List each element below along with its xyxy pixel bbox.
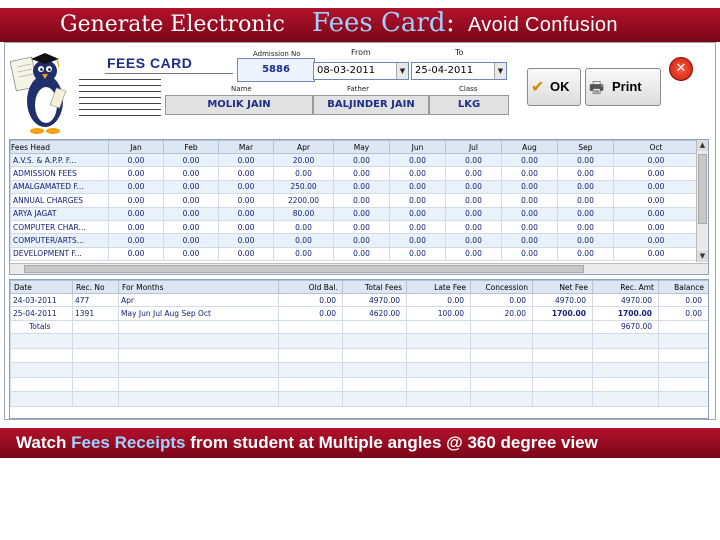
fees-head-cell: A.V.S. & A.P.P. F... <box>11 154 109 167</box>
scroll-thumb[interactable] <box>698 154 707 224</box>
amount-cell: 0.00 <box>558 220 614 233</box>
amount-cell: 0.00 <box>614 167 699 180</box>
from-date-select[interactable] <box>313 62 409 80</box>
amount-cell: 0.00 <box>164 220 219 233</box>
class-field: LKG <box>429 95 509 115</box>
table-row[interactable] <box>11 154 699 167</box>
blank-lines <box>79 79 161 121</box>
amount-cell: 0.00 <box>334 234 390 247</box>
from-label: From <box>351 48 371 57</box>
amount-cell: 0.00 <box>164 194 219 207</box>
table-row[interactable] <box>11 294 709 307</box>
amount-cell: 0.00 <box>390 194 446 207</box>
empty-cell <box>11 377 73 392</box>
table-row[interactable] <box>11 194 699 207</box>
empty-cell <box>407 377 471 392</box>
column-header[interactable]: For Months <box>119 281 279 294</box>
column-header[interactable]: Rec. No <box>73 281 119 294</box>
column-header[interactable]: Mar <box>219 141 274 154</box>
totals-row <box>11 320 709 333</box>
amount-cell: 0.00 <box>109 180 164 193</box>
amount-cell: 0.00 <box>334 220 390 233</box>
name-label: Name <box>231 85 252 93</box>
amount-cell: 0.00 <box>390 180 446 193</box>
amount-cell: 0.00 <box>558 167 614 180</box>
fees-heads-header-row <box>11 141 699 154</box>
column-header[interactable]: Old Bal. <box>279 281 343 294</box>
amount-cell: 0.00 <box>164 247 219 260</box>
footer-part-2: Fees Receipts <box>71 433 186 452</box>
receipt-cell: 100.00 <box>407 307 471 320</box>
close-button[interactable]: ✕ <box>669 57 693 81</box>
empty-cell <box>73 334 119 349</box>
empty-cell <box>343 320 407 333</box>
receipts-header-row <box>11 281 709 294</box>
receipt-cell: Apr <box>119 294 279 307</box>
empty-cell <box>11 363 73 378</box>
chevron-down-icon[interactable]: ▼ <box>396 63 408 79</box>
footer-part-3: from student at Multiple angles @ 360 degree view <box>190 433 598 452</box>
amount-cell: 0.00 <box>390 154 446 167</box>
empty-cell <box>11 392 73 407</box>
column-header[interactable]: Date <box>11 281 73 294</box>
amount-cell: 0.00 <box>446 247 502 260</box>
column-header[interactable]: Late Fee <box>407 281 471 294</box>
footer-banner <box>0 428 720 458</box>
empty-row <box>11 377 709 392</box>
empty-row <box>11 334 709 349</box>
receipt-cell: 4620.00 <box>343 307 407 320</box>
empty-cell <box>659 377 709 392</box>
to-date-select[interactable] <box>411 62 507 80</box>
fees-head-cell: AMALGAMATED F... <box>11 180 109 193</box>
footer-part-1: Watch <box>16 433 67 452</box>
amount-cell: 0.00 <box>558 154 614 167</box>
amount-cell: 20.00 <box>274 154 334 167</box>
amount-cell: 0.00 <box>334 154 390 167</box>
amount-cell: 0.00 <box>334 207 390 220</box>
empty-row <box>11 392 709 407</box>
table-row[interactable] <box>11 234 699 247</box>
class-label: Class <box>459 85 478 93</box>
amount-cell: 0.00 <box>446 167 502 180</box>
column-header[interactable]: Balance <box>659 281 709 294</box>
receipt-cell: May Jun Jul Aug Sep Oct <box>119 307 279 320</box>
amount-cell: 0.00 <box>334 167 390 180</box>
amount-cell: 0.00 <box>446 207 502 220</box>
column-header[interactable]: Total Fees <box>343 281 407 294</box>
empty-cell <box>593 363 659 378</box>
amount-cell: 0.00 <box>109 194 164 207</box>
fees-card-window <box>4 42 716 420</box>
receipt-cell: 477 <box>73 294 119 307</box>
amount-cell: 0.00 <box>219 167 274 180</box>
amount-cell: 0.00 <box>502 180 558 193</box>
amount-cell: 250.00 <box>274 180 334 193</box>
empty-cell <box>73 320 119 333</box>
amount-cell: 0.00 <box>502 194 558 207</box>
printer-icon: 🖶 <box>589 80 605 97</box>
empty-row <box>11 348 709 363</box>
amount-cell: 0.00 <box>219 220 274 233</box>
column-header[interactable]: Oct <box>614 141 699 154</box>
empty-cell <box>533 320 593 333</box>
empty-cell <box>279 334 343 349</box>
receipt-cell: 4970.00 <box>593 294 659 307</box>
fees-heads-hscroll[interactable] <box>10 263 709 274</box>
scroll-up-icon[interactable]: ▲ <box>697 140 708 151</box>
amount-cell: 0.00 <box>446 154 502 167</box>
amount-cell: 0.00 <box>614 247 699 260</box>
column-header[interactable]: Jan <box>109 141 164 154</box>
amount-cell: 0.00 <box>390 234 446 247</box>
amount-cell: 0.00 <box>502 154 558 167</box>
amount-cell: 0.00 <box>446 194 502 207</box>
empty-cell <box>11 348 73 363</box>
from-date-value: 08-03-2011 <box>317 65 376 76</box>
title-banner <box>0 8 720 42</box>
amount-cell: 0.00 <box>558 194 614 207</box>
column-header[interactable]: Apr <box>274 141 334 154</box>
father-label: Father <box>347 85 370 93</box>
empty-cell <box>471 320 533 333</box>
fees-head-cell: COMPUTER CHAR... <box>11 220 109 233</box>
receipt-cell: 0.00 <box>279 307 343 320</box>
empty-cell <box>407 334 471 349</box>
fees-head-cell: ADMISSION FEES <box>11 167 109 180</box>
amount-cell: 0.00 <box>614 180 699 193</box>
amount-cell: 0.00 <box>274 247 334 260</box>
empty-cell <box>343 392 407 407</box>
empty-cell <box>533 348 593 363</box>
receipt-cell: 24-03-2011 <box>11 294 73 307</box>
column-header[interactable]: Jun <box>390 141 446 154</box>
amount-cell: 0.00 <box>164 167 219 180</box>
empty-cell <box>73 392 119 407</box>
empty-cell <box>279 377 343 392</box>
empty-cell <box>533 363 593 378</box>
fees-head-cell: ARYA JAGAT <box>11 207 109 220</box>
column-header[interactable]: Net Fee <box>533 281 593 294</box>
amount-cell: 0.00 <box>502 247 558 260</box>
print-button[interactable] <box>585 68 661 106</box>
receipt-cell: 1700.00 <box>533 307 593 320</box>
amount-cell: 0.00 <box>334 247 390 260</box>
empty-cell <box>343 363 407 378</box>
empty-cell <box>659 363 709 378</box>
amount-cell: 0.00 <box>274 220 334 233</box>
title-part-2: Fees Card <box>312 8 446 38</box>
empty-cell <box>73 363 119 378</box>
amount-cell: 0.00 <box>109 220 164 233</box>
empty-cell <box>11 334 73 349</box>
empty-cell <box>659 320 709 333</box>
amount-cell: 0.00 <box>558 234 614 247</box>
student-name-field: MOLIK JAIN <box>165 95 313 115</box>
empty-cell <box>119 320 279 333</box>
amount-cell: 0.00 <box>502 207 558 220</box>
empty-cell <box>471 363 533 378</box>
receipt-cell: 4970.00 <box>343 294 407 307</box>
amount-cell: 0.00 <box>614 234 699 247</box>
fees-head-cell: DEVELOPMENT F... <box>11 247 109 260</box>
totals-label: Totals <box>11 320 73 333</box>
amount-cell: 0.00 <box>219 234 274 247</box>
empty-cell <box>593 377 659 392</box>
totals-rec-amt: 9670.00 <box>593 320 659 333</box>
amount-cell: 0.00 <box>274 234 334 247</box>
fees-head-cell: COMPUTER/ARTS... <box>11 234 109 247</box>
empty-cell <box>407 320 471 333</box>
empty-cell <box>593 334 659 349</box>
fees-card-title: FEES CARD <box>107 55 193 71</box>
empty-cell <box>343 348 407 363</box>
empty-cell <box>343 334 407 349</box>
amount-cell: 80.00 <box>274 207 334 220</box>
amount-cell: 0.00 <box>446 234 502 247</box>
amount-cell: 0.00 <box>614 154 699 167</box>
table-row[interactable] <box>11 180 699 193</box>
column-header[interactable]: May <box>334 141 390 154</box>
amount-cell: 0.00 <box>390 220 446 233</box>
amount-cell: 0.00 <box>219 247 274 260</box>
fees-heads-grid <box>9 139 709 275</box>
scroll-thumb[interactable] <box>24 265 584 273</box>
amount-cell: 0.00 <box>502 167 558 180</box>
empty-cell <box>119 377 279 392</box>
ok-button-label: OK <box>550 79 570 94</box>
receipt-cell: 4970.00 <box>533 294 593 307</box>
amount-cell: 0.00 <box>274 167 334 180</box>
empty-cell <box>533 334 593 349</box>
receipt-cell: 0.00 <box>659 307 709 320</box>
column-header[interactable]: Concession <box>471 281 533 294</box>
amount-cell: 0.00 <box>164 154 219 167</box>
amount-cell: 0.00 <box>446 180 502 193</box>
title-underline <box>105 73 233 74</box>
receipt-cell: 0.00 <box>471 294 533 307</box>
amount-cell: 0.00 <box>219 207 274 220</box>
column-header[interactable]: Jul <box>446 141 502 154</box>
empty-cell <box>119 392 279 407</box>
table-row[interactable] <box>11 220 699 233</box>
empty-cell <box>533 392 593 407</box>
receipt-cell: 20.00 <box>471 307 533 320</box>
amount-cell: 0.00 <box>446 220 502 233</box>
column-header[interactable]: Fees Head <box>11 141 109 154</box>
empty-cell <box>659 334 709 349</box>
ok-button[interactable] <box>527 68 581 106</box>
amount-cell: 0.00 <box>109 247 164 260</box>
empty-cell <box>593 348 659 363</box>
amount-cell: 0.00 <box>390 247 446 260</box>
amount-cell: 0.00 <box>109 234 164 247</box>
empty-cell <box>593 392 659 407</box>
amount-cell: 0.00 <box>558 207 614 220</box>
amount-cell: 0.00 <box>164 207 219 220</box>
empty-cell <box>471 392 533 407</box>
penguin-graduate-icon <box>9 45 71 137</box>
receipt-cell: 0.00 <box>659 294 709 307</box>
column-header[interactable]: Sep <box>558 141 614 154</box>
column-header[interactable]: Aug <box>502 141 558 154</box>
admission-no-field[interactable]: 5886 <box>237 58 315 82</box>
empty-cell <box>279 363 343 378</box>
title-colon: : <box>446 8 455 38</box>
amount-cell: 0.00 <box>219 194 274 207</box>
amount-cell: 0.00 <box>558 247 614 260</box>
table-row[interactable] <box>11 207 699 220</box>
empty-cell <box>533 377 593 392</box>
empty-cell <box>407 363 471 378</box>
table-row[interactable] <box>11 247 699 260</box>
amount-cell: 0.00 <box>109 207 164 220</box>
fees-card-header <box>5 43 715 135</box>
amount-cell: 0.00 <box>614 194 699 207</box>
amount-cell: 0.00 <box>109 167 164 180</box>
fees-head-cell: ANNUAL CHARGES <box>11 194 109 207</box>
table-row[interactable] <box>11 167 699 180</box>
receipts-grid <box>9 279 709 419</box>
print-button-label: Print <box>612 79 642 94</box>
amount-cell: 0.00 <box>614 207 699 220</box>
fees-heads-vscroll[interactable] <box>696 140 708 262</box>
empty-row <box>11 363 709 378</box>
empty-cell <box>407 348 471 363</box>
amount-cell: 0.00 <box>334 180 390 193</box>
amount-cell: 0.00 <box>334 194 390 207</box>
father-name-field: BALJINDER JAIN <box>313 95 429 115</box>
empty-cell <box>407 392 471 407</box>
empty-cell <box>119 348 279 363</box>
empty-cell <box>73 348 119 363</box>
title-part-3: Avoid Confusion <box>468 14 618 36</box>
amount-cell: 0.00 <box>219 154 274 167</box>
empty-cell <box>471 348 533 363</box>
scroll-down-icon[interactable]: ▼ <box>697 251 708 262</box>
column-header[interactable]: Rec. Amt <box>593 281 659 294</box>
empty-cell <box>279 320 343 333</box>
empty-cell <box>119 334 279 349</box>
receipt-cell: 0.00 <box>407 294 471 307</box>
amount-cell: 0.00 <box>614 220 699 233</box>
amount-cell: 0.00 <box>390 207 446 220</box>
receipt-cell: 0.00 <box>279 294 343 307</box>
amount-cell: 0.00 <box>109 154 164 167</box>
receipt-cell: 25-04-2011 <box>11 307 73 320</box>
to-label: To <box>455 48 464 57</box>
chevron-down-icon[interactable]: ▼ <box>494 63 506 79</box>
column-header[interactable]: Feb <box>164 141 219 154</box>
amount-cell: 0.00 <box>164 234 219 247</box>
amount-cell: 0.00 <box>219 180 274 193</box>
amount-cell: 0.00 <box>164 180 219 193</box>
admission-label: Admission No <box>253 50 301 58</box>
to-date-value: 25-04-2011 <box>415 65 474 76</box>
check-icon: ✔ <box>531 79 545 96</box>
amount-cell: 2200.00 <box>274 194 334 207</box>
amount-cell: 0.00 <box>502 234 558 247</box>
empty-cell <box>73 377 119 392</box>
empty-cell <box>659 392 709 407</box>
empty-cell <box>471 334 533 349</box>
empty-cell <box>343 377 407 392</box>
receipt-cell: 1700.00 <box>593 307 659 320</box>
empty-cell <box>119 363 279 378</box>
empty-cell <box>659 348 709 363</box>
title-part-1: Generate Electronic <box>60 12 285 37</box>
empty-cell <box>279 348 343 363</box>
amount-cell: 0.00 <box>502 220 558 233</box>
amount-cell: 0.00 <box>558 180 614 193</box>
empty-cell <box>471 377 533 392</box>
amount-cell: 0.00 <box>390 167 446 180</box>
receipt-cell: 1391 <box>73 307 119 320</box>
table-row[interactable] <box>11 307 709 320</box>
empty-cell <box>279 392 343 407</box>
